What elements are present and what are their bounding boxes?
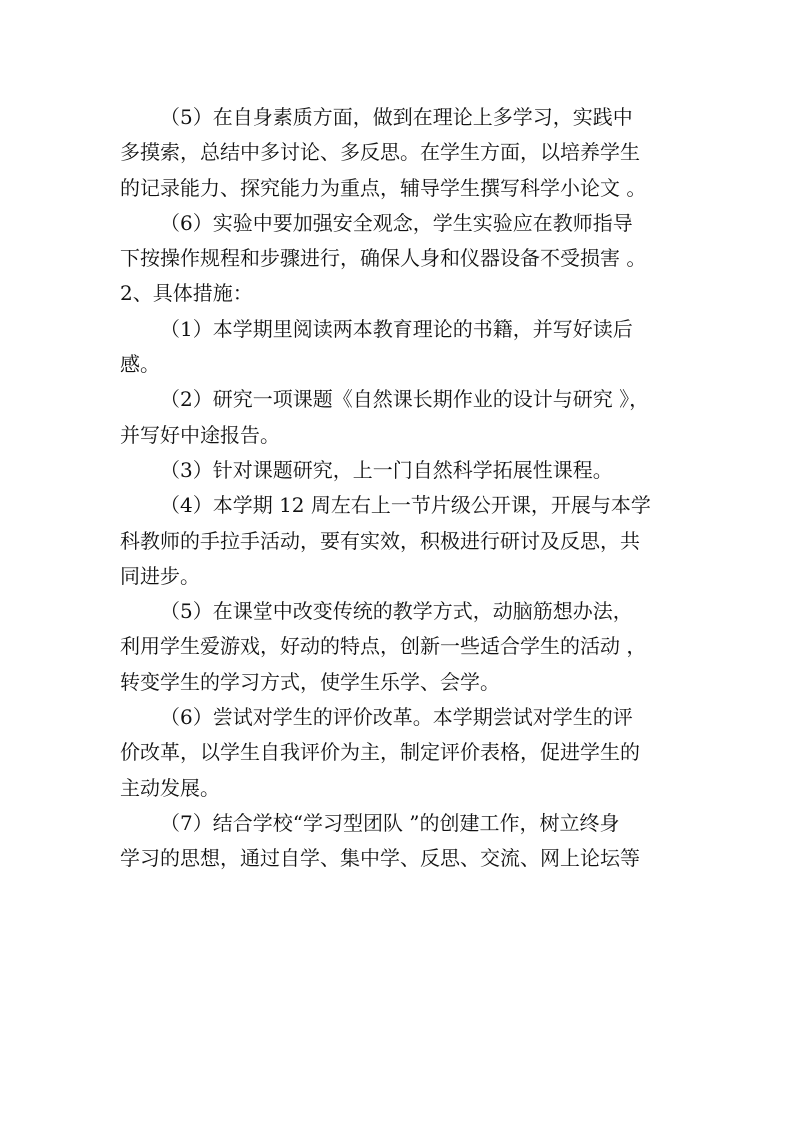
text-line: 并写好中途报告。	[120, 422, 280, 447]
text-line: （1）本学期里阅读两本教育理论的书籍，并写好读后	[160, 316, 633, 341]
text-line: 下按操作规程和步骤进行，确保人身和仪器设备不受损害 。	[120, 246, 647, 271]
text-line: 多摸索，总结中多讨论、多反思。在学生方面，以培养学生	[120, 140, 640, 165]
text-line: （4）本学期 12 周左右上一节片级公开课，开展与本学	[160, 493, 651, 518]
text-line: 学习的思想，通过自学、集中学、反思、交流、网上论坛等	[120, 846, 640, 871]
text-line: 利用学生爱游戏，好动的特点，创新一些适合学生的活动 ，	[120, 634, 647, 659]
text-line: 价改革，以学生自我评价为主，制定评价表格，促进学生的	[120, 740, 640, 765]
text-line: （5）在课堂中改变传统的教学方式，动脑筋想办法，	[160, 599, 633, 624]
text-line: （7）结合学校“学习型团队 ”的创建工作，树立终身	[160, 810, 620, 835]
text-line: （2）研究一项课题《自然课长期作业的设计与研究 》，	[160, 387, 650, 412]
text-line: 感。	[120, 352, 160, 377]
text-line: （5）在自身素质方面，做到在理论上多学习，实践中	[160, 105, 633, 129]
document-body	[120, 100, 680, 877]
text-line: （6）实验中要加强安全观念，学生实验应在教师指导	[160, 210, 633, 235]
text-line: （3）针对课题研究，上一门自然科学拓展性课程。	[160, 457, 613, 482]
text-line: 主动发展。	[120, 775, 220, 800]
text-line: 的记录能力、探究能力为重点，辅导学生撰写科学小论文 。	[120, 175, 647, 200]
section-heading: 2、具体措施：	[120, 281, 253, 306]
text-line: 转变学生的学习方式，使学生乐学、会学。	[120, 669, 500, 694]
text-line: 同进步。	[120, 563, 200, 588]
text-line: （6）尝试对学生的评价改革。本学期尝试对学生的评	[160, 705, 633, 730]
text-line: 科教师的手拉手活动，要有实效，积极进行研讨及反思，共	[120, 528, 640, 553]
